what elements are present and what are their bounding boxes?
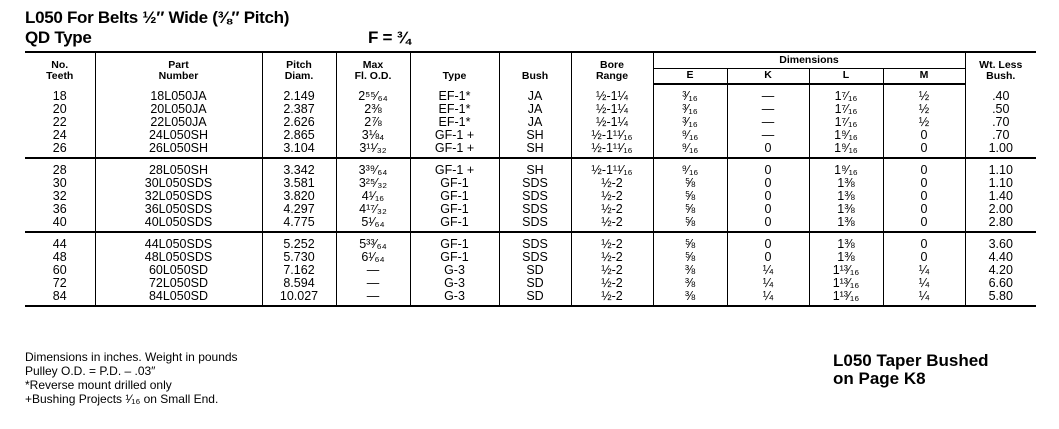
cell-pitch-diam: 5.252 (262, 232, 336, 251)
cell-bore-range: ½-1¹¹⁄₁₆ (571, 158, 653, 177)
cell-bush: SDS (499, 203, 571, 216)
cell-pitch-diam: 4.297 (262, 203, 336, 216)
cell-max-fl-od: 5³³⁄₆₄ (336, 232, 410, 251)
cell-dim-m: 0 (883, 129, 965, 142)
col-dim-l: L (809, 69, 883, 85)
cell-max-fl-od: — (336, 277, 410, 290)
cell-part-number: 48L050SDS (95, 251, 262, 264)
cell-teeth: 36 (52, 202, 67, 216)
cell-dim-l: 1⅜ (809, 177, 883, 190)
cell-bore-range: ½-2 (571, 216, 653, 232)
cell-weight: 1.00 (965, 142, 1036, 158)
cell-dim-m: ¼ (883, 264, 965, 277)
cell-part-number: 26L050SH (95, 142, 262, 158)
cell-part-number: 36L050SDS (95, 203, 262, 216)
cell-part-number: 24L050SH (95, 129, 262, 142)
cell-bore-range: ½-1¼ (571, 84, 653, 103)
col-part-number: Part Number (95, 52, 262, 84)
cell-type: GF-1 (410, 232, 499, 251)
cell-bore-range: ½-1¹¹⁄₁₆ (571, 129, 653, 142)
cell-dim-m: 0 (883, 190, 965, 203)
cell-dim-k: — (727, 103, 809, 116)
cell-dim-l: 1⅜ (809, 203, 883, 216)
cell-bush: SDS (499, 216, 571, 232)
cell-bush: SDS (499, 190, 571, 203)
cell-dim-l: 1⅜ (809, 232, 883, 251)
cell-dim-e: ⅝ (653, 216, 727, 232)
cell-pitch-diam: 3.342 (262, 158, 336, 177)
cell-dim-l: 1⁹⁄₁₆ (809, 158, 883, 177)
cell-weight: 5.80 (965, 290, 1036, 306)
cell-pitch-diam: 2.626 (262, 116, 336, 129)
cell-type: GF-1 (410, 203, 499, 216)
cell-bore-range: ½-1¹¹⁄₁₆ (571, 142, 653, 158)
cell-dim-k: 0 (727, 216, 809, 232)
cell-dim-k: 0 (727, 177, 809, 190)
cell-max-fl-od: 4¹⁷⁄₃₂ (336, 203, 410, 216)
cell-max-fl-od: — (336, 290, 410, 306)
cell-bush: SDS (499, 177, 571, 190)
cell-pitch-diam: 3.104 (262, 142, 336, 158)
cell-weight: 4.40 (965, 251, 1036, 264)
cell-type: GF-1 + (410, 129, 499, 142)
cell-dim-k: ¼ (727, 264, 809, 277)
cell-dim-m: 0 (883, 251, 965, 264)
cell-bush: SD (499, 290, 571, 306)
cell-dim-m: 0 (883, 232, 965, 251)
cell-pitch-diam: 2.865 (262, 129, 336, 142)
cell-dim-m: ½ (883, 84, 965, 103)
cell-dim-m: ½ (883, 116, 965, 129)
cell-type: GF-1 + (410, 142, 499, 158)
cell-pitch-diam: 4.775 (262, 216, 336, 232)
table-title: L050 For Belts ½″ Wide (⅜″ Pitch) (25, 8, 290, 27)
cell-weight: 1.10 (965, 177, 1036, 190)
cell-teeth: 28 (52, 163, 67, 177)
cell-dim-k: — (727, 129, 809, 142)
cell-teeth: 20 (52, 102, 67, 116)
cell-dim-m: 0 (883, 177, 965, 190)
cell-max-fl-od: 2⅜ (336, 103, 410, 116)
table-row (25, 232, 1036, 251)
cell-weight: 1.40 (965, 190, 1036, 203)
cell-pitch-diam: 10.027 (262, 290, 336, 306)
cell-weight: 2.80 (965, 216, 1036, 232)
cell-pitch-diam: 3.581 (262, 177, 336, 190)
cell-dim-m: ¼ (883, 290, 965, 306)
cell-dim-e: ⅝ (653, 177, 727, 190)
cell-weight: .70 (965, 116, 1036, 129)
cell-teeth: 72 (52, 276, 67, 290)
cell-bore-range: ½-2 (571, 232, 653, 251)
cell-teeth: 40 (25, 216, 95, 232)
cell-dim-l: 1⁷⁄₁₆ (809, 84, 883, 103)
cell-bore-range: ½-2 (571, 264, 653, 277)
cell-teeth: 30 (52, 176, 67, 190)
cell-type: GF-1 (410, 216, 499, 232)
cell-dim-e: ³⁄₁₆ (653, 103, 727, 116)
cell-bush: SDS (499, 232, 571, 251)
cell-weight: 4.20 (965, 264, 1036, 277)
cell-weight: .50 (965, 103, 1036, 116)
cell-max-fl-od: 3⅛₄ (336, 129, 410, 142)
cell-type: EF-1* (410, 84, 499, 103)
cell-type: G-3 (410, 264, 499, 277)
table-row (25, 84, 1036, 103)
col-bore-range: Bore Range (571, 52, 653, 84)
cell-dim-m: ½ (883, 103, 965, 116)
col-wt-less-bush: Wt. Less Bush. (965, 52, 1036, 84)
cell-type: G-3 (410, 277, 499, 290)
pulley-spec-table (25, 51, 1036, 307)
cell-dim-e: ⅝ (653, 251, 727, 264)
cell-dim-e: ⁹⁄₁₆ (653, 129, 727, 142)
footnote-od: Pulley O.D. = P.D. – .03″ (25, 364, 156, 378)
cell-type: GF-1 (410, 177, 499, 190)
cell-teeth: 32 (52, 189, 67, 203)
cell-max-fl-od: 3¹¹⁄₃₂ (336, 142, 410, 158)
cell-dim-e: ⅜ (653, 290, 727, 306)
cell-weight: 6.60 (965, 277, 1036, 290)
cell-teeth: 84 (25, 290, 95, 306)
cell-pitch-diam: 2.149 (262, 84, 336, 103)
footnote-units: Dimensions in inches. Weight in pounds (25, 350, 238, 364)
cell-dim-e: ⅝ (653, 203, 727, 216)
cell-bush: JA (499, 84, 571, 103)
col-type: Type (410, 52, 499, 84)
cell-dim-k: 0 (727, 203, 809, 216)
cell-max-fl-od: 2⁵⁵⁄₆₄ (336, 84, 410, 103)
cell-dim-k: 0 (727, 142, 809, 158)
cell-dim-k: ¼ (727, 290, 809, 306)
cell-weight: .70 (965, 129, 1036, 142)
cell-dim-k: — (727, 84, 809, 103)
cell-dim-e: ⅜ (653, 264, 727, 277)
cell-weight: .40 (965, 84, 1036, 103)
table-row (25, 142, 1036, 158)
cell-bore-range: ½-2 (571, 190, 653, 203)
cell-dim-l: 1⁷⁄₁₆ (809, 116, 883, 129)
cell-type: GF-1 + (410, 158, 499, 177)
table-row (25, 158, 1036, 177)
cell-bore-range: ½-1¼ (571, 103, 653, 116)
cell-bush: SH (499, 129, 571, 142)
cell-type: GF-1 (410, 190, 499, 203)
cell-teeth: 26 (25, 142, 95, 158)
cell-bush: SDS (499, 251, 571, 264)
cell-max-fl-od: 5¹⁄₆₄ (336, 216, 410, 232)
cell-pitch-diam: 8.594 (262, 277, 336, 290)
cell-max-fl-od: — (336, 264, 410, 277)
cell-dim-e: ³⁄₁₆ (653, 84, 727, 103)
cell-dim-e: ⅜ (653, 277, 727, 290)
cell-teeth: 22 (52, 115, 67, 129)
cell-dim-k: 0 (727, 158, 809, 177)
cell-dim-m: 0 (883, 142, 965, 158)
cell-pitch-diam: 3.820 (262, 190, 336, 203)
cell-dim-e: ⅝ (653, 190, 727, 203)
cell-dim-k: 0 (727, 232, 809, 251)
cell-teeth: 44 (52, 237, 67, 251)
cell-part-number: 28L050SH (95, 158, 262, 177)
cell-bush: JA (499, 103, 571, 116)
cell-dim-e: ⁹⁄₁₆ (653, 142, 727, 158)
col-dimensions-group: Dimensions (653, 52, 965, 69)
col-dim-k: K (727, 69, 809, 85)
cell-dim-m: 0 (883, 203, 965, 216)
cell-part-number: 44L050SDS (95, 232, 262, 251)
cell-part-number: 32L050SDS (95, 190, 262, 203)
cell-max-fl-od: 2⅞ (336, 116, 410, 129)
cell-dim-k: 0 (727, 251, 809, 264)
cell-dim-e: ⁹⁄₁₆ (653, 158, 727, 177)
col-dim-e: E (653, 69, 727, 85)
table-row (25, 290, 1036, 306)
cell-dim-m: 0 (883, 158, 965, 177)
cell-dim-l: 1⁷⁄₁₆ (809, 103, 883, 116)
cell-bush: SD (499, 264, 571, 277)
cell-dim-k: ¼ (727, 277, 809, 290)
cell-part-number: 40L050SDS (95, 216, 262, 232)
col-bush: Bush (499, 52, 571, 84)
cell-part-number: 18L050JA (95, 84, 262, 103)
cell-teeth: 48 (52, 250, 67, 264)
cell-dim-l: 1⅜ (809, 216, 883, 232)
face-width-note: F = ¾ (368, 28, 411, 47)
cell-dim-l: 1⅜ (809, 190, 883, 203)
cell-dim-l: 1⁹⁄₁₆ (809, 142, 883, 158)
cell-part-number: 20L050JA (95, 103, 262, 116)
cell-max-fl-od: 3³⁹⁄₆₄ (336, 158, 410, 177)
cell-bore-range: ½-2 (571, 277, 653, 290)
cell-dim-l: 1¹³⁄₁₆ (809, 264, 883, 277)
cell-bore-range: ½-2 (571, 203, 653, 216)
col-pitch-diam: Pitch Diam. (262, 52, 336, 84)
cell-dim-m: 0 (883, 216, 965, 232)
cell-teeth: 18 (52, 88, 67, 103)
cell-dim-l: 1⁹⁄₁₆ (809, 129, 883, 142)
col-dim-m: M (883, 69, 965, 85)
cell-bore-range: ½-2 (571, 290, 653, 306)
cell-dim-e: ⅝ (653, 232, 727, 251)
cell-type: EF-1* (410, 116, 499, 129)
cell-dim-k: 0 (727, 190, 809, 203)
cell-teeth: 60 (52, 263, 67, 277)
cell-max-fl-od: 6¹⁄₆₄ (336, 251, 410, 264)
col-no-teeth: No. Teeth (25, 52, 95, 84)
cell-teeth: 24 (52, 128, 67, 142)
cell-type: G-3 (410, 290, 499, 306)
cell-dim-k: — (727, 116, 809, 129)
cell-dim-m: ¼ (883, 277, 965, 290)
cell-bush: SD (499, 277, 571, 290)
cell-part-number: 84L050SD (95, 290, 262, 306)
cell-weight: 2.00 (965, 203, 1036, 216)
cell-max-fl-od: 3²⁵⁄₃₂ (336, 177, 410, 190)
cell-dim-e: ³⁄₁₆ (653, 116, 727, 129)
cell-part-number: 30L050SDS (95, 177, 262, 190)
cell-bore-range: ½-2 (571, 251, 653, 264)
cell-bore-range: ½-1¼ (571, 116, 653, 129)
cell-weight: 1.10 (965, 158, 1036, 177)
footnote-reverse-mount: *Reverse mount drilled only (25, 378, 172, 392)
table-body (25, 84, 1036, 306)
cell-part-number: 60L050SD (95, 264, 262, 277)
taper-bushed-reference: L050 Taper Bushed on Page K8 (833, 351, 989, 388)
cell-dim-l: 1⅜ (809, 251, 883, 264)
table-row (25, 216, 1036, 232)
cell-dim-l: 1¹³⁄₁₆ (809, 277, 883, 290)
cell-type: EF-1* (410, 103, 499, 116)
cell-bore-range: ½-2 (571, 177, 653, 190)
cell-bush: SH (499, 142, 571, 158)
footnote-bushing: +Bushing Projects ¹⁄₁₆ on Small End. (25, 392, 219, 406)
cell-part-number: 72L050SD (95, 277, 262, 290)
cell-part-number: 22L050JA (95, 116, 262, 129)
cell-dim-l: 1¹³⁄₁₆ (809, 290, 883, 306)
cell-type: GF-1 (410, 251, 499, 264)
cell-pitch-diam: 7.162 (262, 264, 336, 277)
cell-pitch-diam: 2.387 (262, 103, 336, 116)
table-subtitle: QD Type (25, 28, 92, 47)
cell-weight: 3.60 (965, 232, 1036, 251)
col-max-fl-od: Max Fl. O.D. (336, 52, 410, 84)
cell-pitch-diam: 5.730 (262, 251, 336, 264)
cell-bush: JA (499, 116, 571, 129)
cell-max-fl-od: 4¹⁄₁₆ (336, 190, 410, 203)
cell-bush: SH (499, 158, 571, 177)
